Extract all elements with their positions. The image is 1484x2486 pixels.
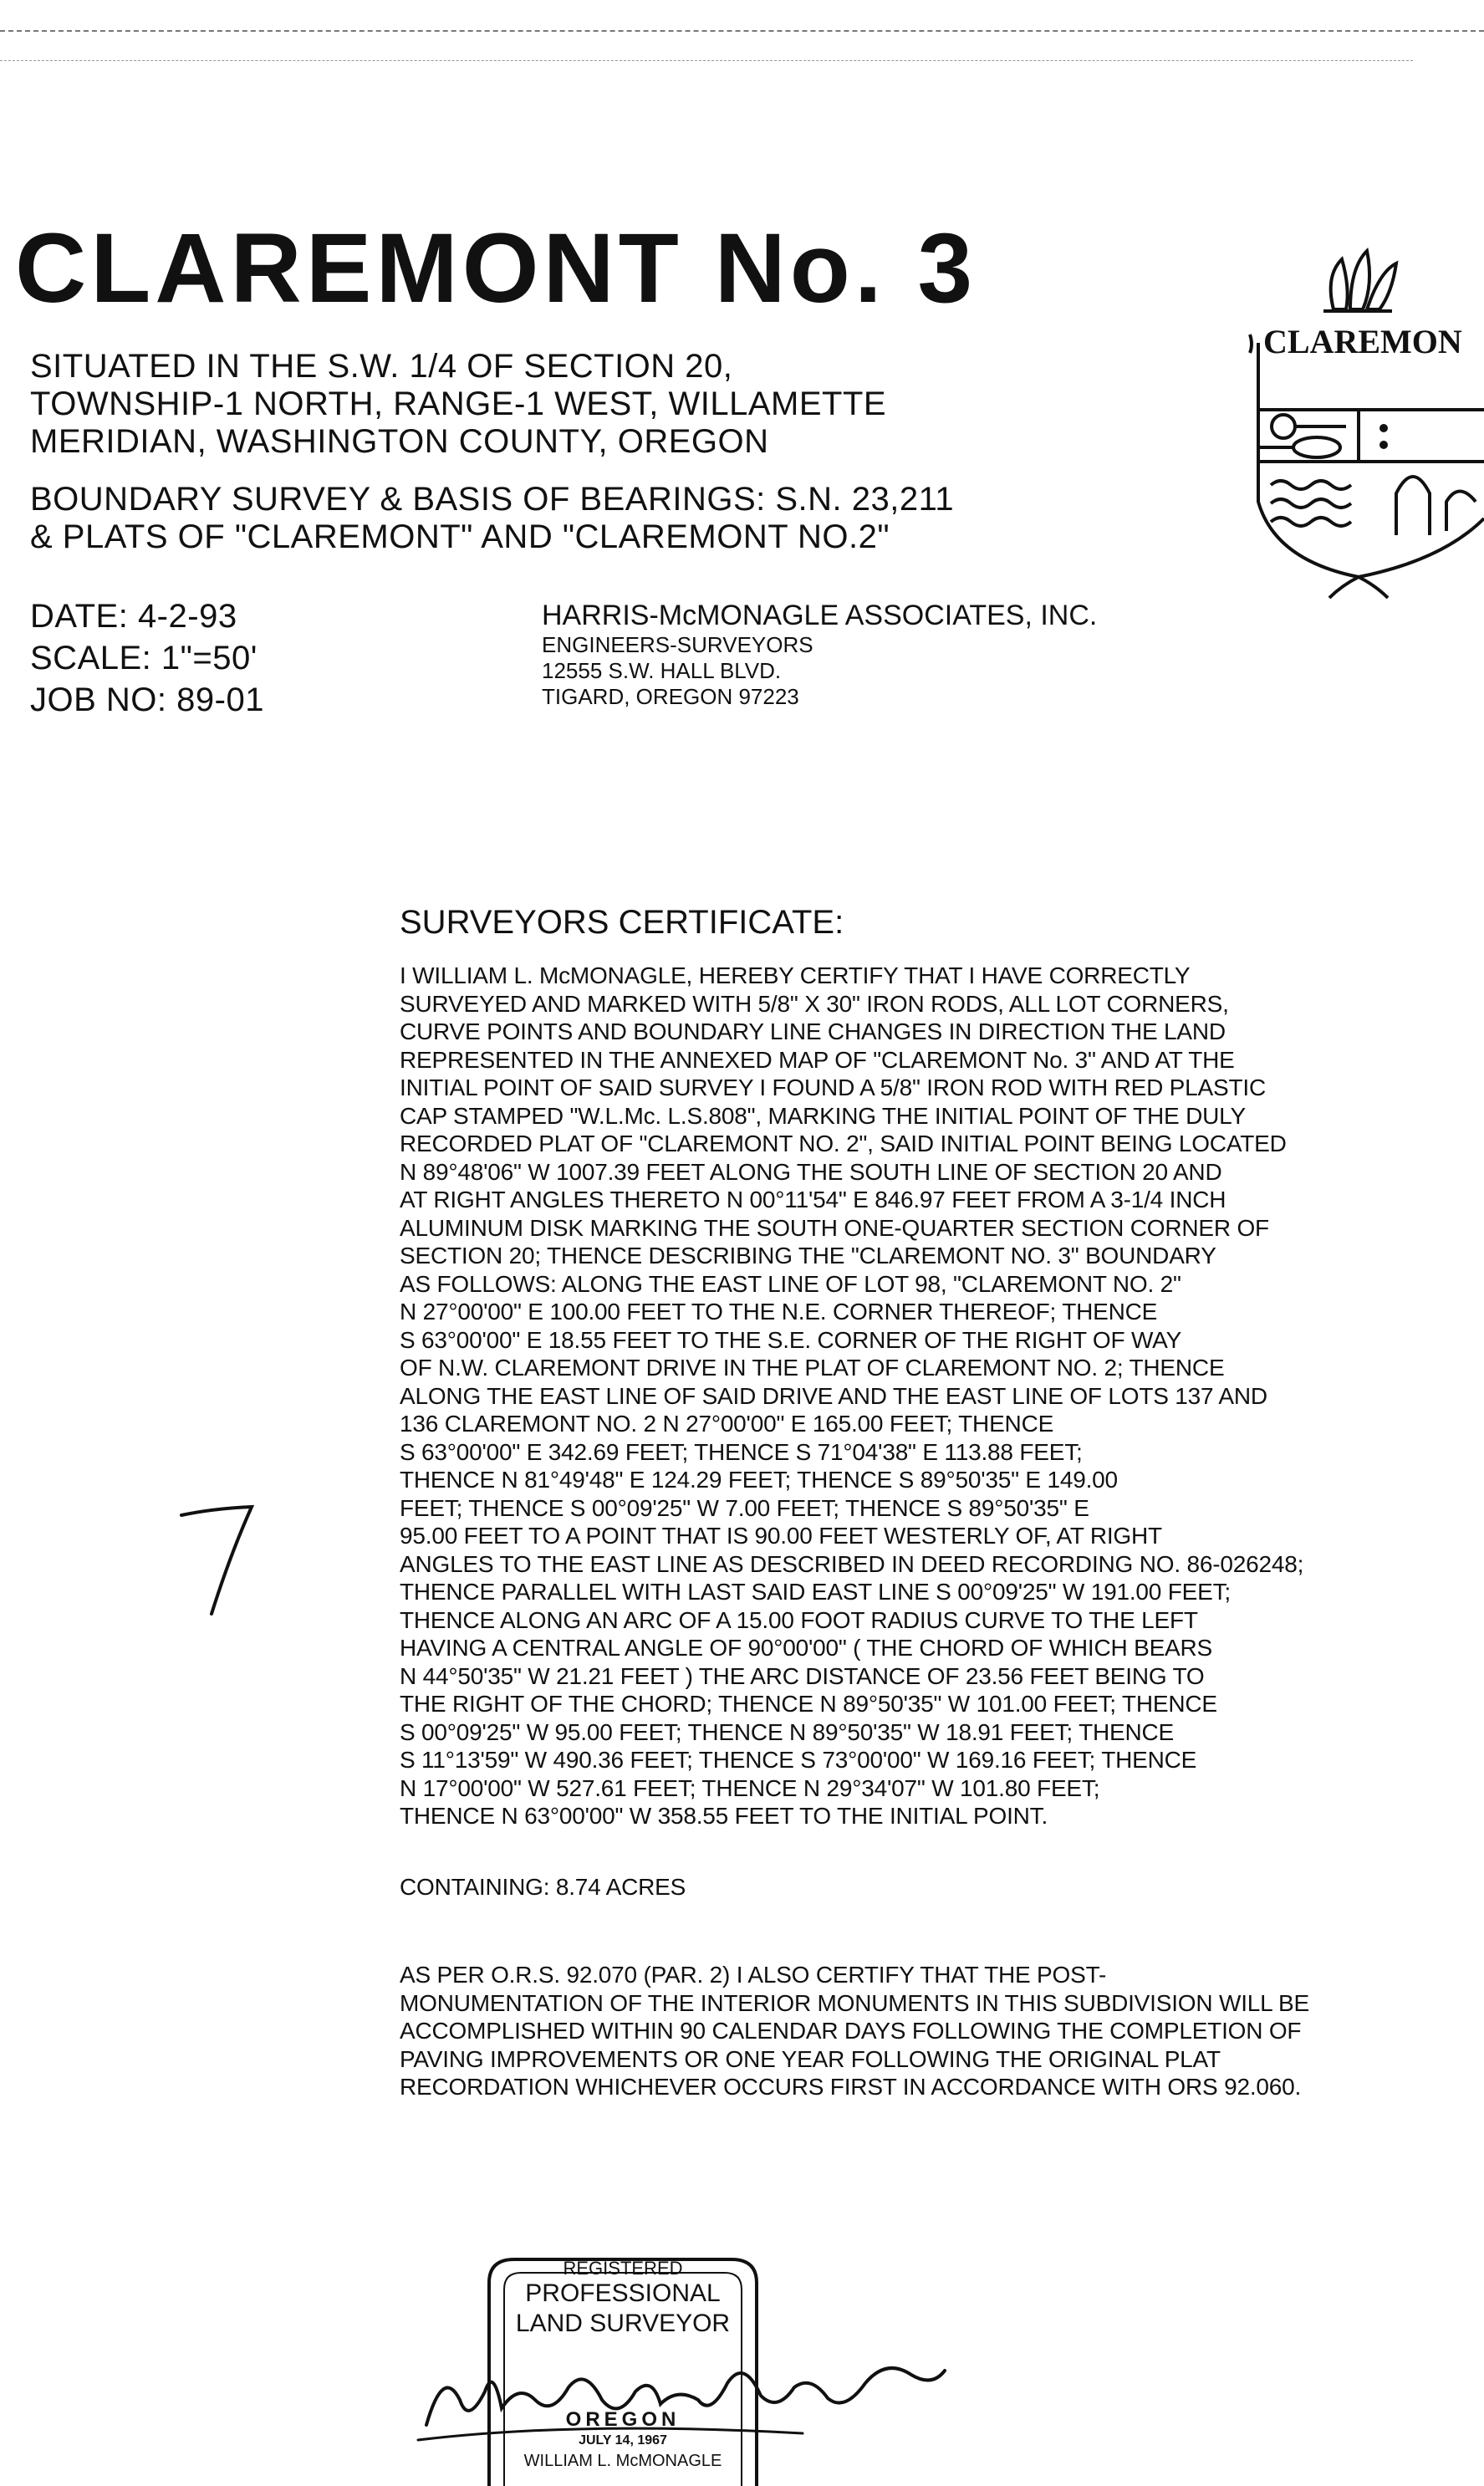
scale-line: SCALE: 1"=50': [30, 640, 258, 676]
certificate-line: 95.00 FEET TO A POINT THAT IS 90.00 FEET WESTERLY OF, AT RIGHT: [400, 1523, 1162, 1549]
stamp-registered: REGISTERED: [563, 2258, 683, 2279]
stamp-land-surveyor: LAND SURVEYOR: [515, 2310, 731, 2337]
certificate-line: AT RIGHT ANGLES THERETO N 00°11'54" E 846.97 FEET FROM A 3-1/4 INCH: [400, 1187, 1226, 1212]
basis-block: [30, 481, 954, 556]
certificate-line: I WILLIAM L. McMONAGLE, HEREBY CERTIFY THAT I HAVE CORRECTLY: [400, 962, 1191, 988]
basis-line: & PLATS OF "CLAREMONT" AND "CLAREMONT NO.2": [30, 518, 890, 555]
certificate-line: FEET; THENCE S 00°09'25" W 7.00 FEET; THENCE S 89°50'35" E: [400, 1494, 1089, 1521]
header-rule: [0, 60, 1413, 61]
certificate-line: INITIAL POINT OF SAID SURVEY I FOUND A 5/8" IRON ROD WITH RED PLASTIC: [400, 1075, 1266, 1100]
certificate-line: REPRESENTED IN THE ANNEXED MAP OF "CLAREMONT No. 3" AND AT THE: [400, 1046, 1235, 1073]
certificate-line: N 89°48'06" W 1007.39 FEET ALONG THE SOUTH LINE OF SECTION 20 AND: [400, 1158, 1222, 1185]
date-line: DATE: 4-2-93: [30, 598, 237, 635]
meta-block: [30, 595, 264, 721]
certificate-line: N 17°00'00" W 527.61 FEET; THENCE N 29°34'07" W 101.80 FEET;: [400, 1774, 1100, 1801]
certificate-line: SURVEYED AND MARKED WITH 5/8" X 30" IRON RODS, ALL LOT CORNERS,: [400, 990, 1229, 1017]
location-line: MERIDIAN, WASHINGTON COUNTY, OREGON: [30, 423, 769, 460]
firm-line: ENGINEERS-SURVEYORS: [542, 632, 813, 657]
firm-block: [542, 599, 1097, 710]
document-title: CLAREMONT No. 3: [15, 213, 977, 324]
ors-line: RECORDATION WHICHEVER OCCURS FIRST IN ACCORDANCE WITH ORS 92.060.: [400, 2074, 1302, 2100]
certificate-line: S 63°00'00" E 18.55 FEET TO THE S.E. CORNER OF THE RIGHT OF WAY: [400, 1326, 1182, 1353]
firm-line: TIGARD, OREGON 97223: [542, 684, 799, 709]
header-rule: [0, 30, 1484, 32]
ors-block: [400, 1961, 1309, 2101]
stamp-professional: PROFESSIONAL: [525, 2279, 721, 2307]
certificate-heading: SURVEYORS CERTIFICATE:: [400, 904, 844, 941]
certificate-line: S 11°13'59" W 490.36 FEET; THENCE S 73°00'00" W 169.16 FEET; THENCE: [400, 1747, 1197, 1773]
location-block: [30, 348, 886, 461]
claremont-logo: [1225, 242, 1484, 610]
logo-label: CLAREMON: [1263, 323, 1462, 360]
certificate-line: ANGLES TO THE EAST LINE AS DESCRIBED IN DEED RECORDING NO. 86-026248;: [400, 1550, 1304, 1577]
certificate-line: RECORDED PLAT OF "CLAREMONT NO. 2", SAID INITIAL POINT BEING LOCATED: [400, 1131, 1287, 1156]
certificate-line: THENCE N 81°49'48" E 124.29 FEET; THENCE S 89°50'35" E 149.00: [400, 1467, 1118, 1493]
certificate-line: THENCE PARALLEL WITH LAST SAID EAST LINE S 00°09'25" W 191.00 FEET;: [400, 1579, 1231, 1605]
stamp-date: JULY 14, 1967: [579, 2433, 667, 2448]
certificate-line: OF N.W. CLAREMONT DRIVE IN THE PLAT OF CLAREMONT NO. 2; THENCE: [400, 1355, 1225, 1381]
certificate-line: CURVE POINTS AND BOUNDARY LINE CHANGES IN DIRECTION THE LAND: [400, 1018, 1226, 1044]
ors-line: MONUMENTATION OF THE INTERIOR MONUMENTS IN THIS SUBDIVISION WILL BE: [400, 1989, 1310, 2016]
firm-name: HARRIS-McMONAGLE ASSOCIATES, INC.: [542, 600, 1098, 631]
certificate-line: ALONG THE EAST LINE OF SAID DRIVE AND THE EAST LINE OF LOTS 137 AND: [400, 1382, 1267, 1409]
surveyor-signature: [410, 2341, 961, 2450]
containing-line: CONTAINING: 8.74 ACRES: [400, 1874, 686, 1900]
certificate-line: SECTION 20; THENCE DESCRIBING THE "CLAREMONT NO. 3" BOUNDARY: [400, 1243, 1216, 1269]
certificate-line: N 44°50'35" W 21.21 FEET ) THE ARC DISTANCE OF 23.56 FEET BEING TO: [400, 1662, 1205, 1689]
stamp-state: OREGON: [565, 2408, 681, 2431]
ors-line: PAVING IMPROVEMENTS OR ONE YEAR FOLLOWING THE ORIGINAL PLAT: [400, 2045, 1221, 2072]
certificate-line: THENCE N 63°00'00" W 358.55 FEET TO THE INITIAL POINT.: [400, 1803, 1048, 1829]
firm-line: 12555 S.W. HALL BLVD.: [542, 658, 782, 683]
certificate-body: [400, 962, 1303, 1830]
certificate-line: S 00°09'25" W 95.00 FEET; THENCE N 89°50'35" W 18.91 FEET; THENCE: [400, 1718, 1174, 1745]
crest-icon: [1225, 242, 1484, 610]
certificate-line: THE RIGHT OF THE CHORD; THENCE N 89°50'35" W 101.00 FEET; THENCE: [400, 1691, 1217, 1717]
job-line: JOB NO: 89-01: [30, 681, 264, 718]
location-line: TOWNSHIP-1 NORTH, RANGE-1 WEST, WILLAMETTE: [30, 385, 887, 422]
location-line: SITUATED IN THE S.W. 1/4 OF SECTION 20,: [30, 348, 733, 385]
certificate-line: HAVING A CENTRAL ANGLE OF 90°00'00" ( THE CHORD OF WHICH BEARS: [400, 1635, 1213, 1661]
certificate-line: THENCE ALONG AN ARC OF A 15.00 FOOT RADIUS CURVE TO THE LEFT: [400, 1606, 1198, 1633]
certificate-line: CAP STAMPED "W.L.Mc. L.S.808", MARKING THE INITIAL POINT OF THE DULY: [400, 1102, 1246, 1129]
certificate-line: 136 CLAREMONT NO. 2 N 27°00'00" E 165.00 FEET; THENCE: [400, 1411, 1054, 1437]
stamp-name: WILLIAM L. McMONAGLE: [523, 2452, 722, 2470]
basis-line: BOUNDARY SURVEY & BASIS OF BEARINGS: S.N. 23,211: [30, 481, 955, 518]
certificate-line: AS FOLLOWS: ALONG THE EAST LINE OF LOT 98, "CLAREMONT NO. 2": [400, 1270, 1181, 1297]
handwritten-number: [171, 1497, 263, 1622]
certificate-line: N 27°00'00" E 100.00 FEET TO THE N.E. CORNER THEREOF; THENCE: [400, 1299, 1158, 1325]
ors-line: AS PER O.R.S. 92.070 (PAR. 2) I ALSO CERTIFY THAT THE POST-: [400, 1962, 1107, 1988]
certificate-line: S 63°00'00" E 342.69 FEET; THENCE S 71°04'38" E 113.88 FEET;: [400, 1438, 1083, 1465]
certificate-line: ALUMINUM DISK MARKING THE SOUTH ONE-QUARTER SECTION CORNER OF: [400, 1214, 1269, 1241]
ors-line: ACCOMPLISHED WITHIN 90 CALENDAR DAYS FOLLOWING THE COMPLETION OF: [400, 2018, 1302, 2044]
